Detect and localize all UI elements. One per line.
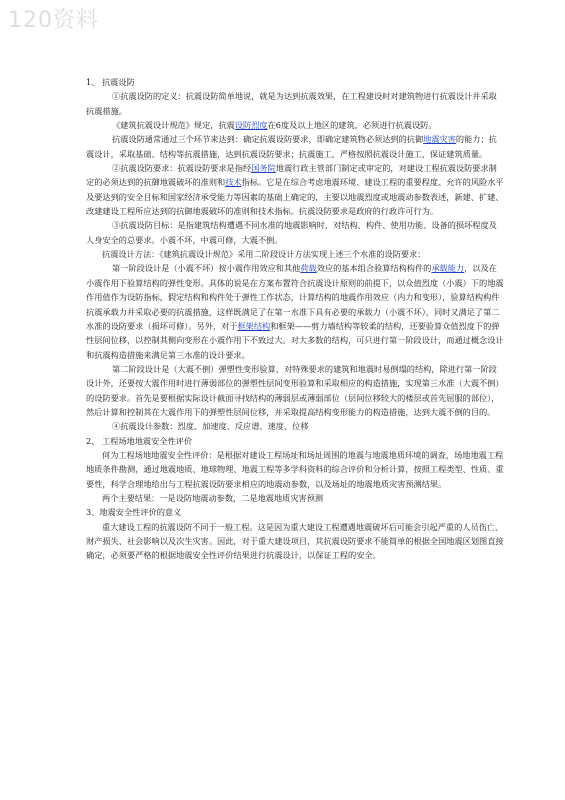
link-frame-structure[interactable]: 框架结构 (237, 320, 271, 331)
link-fortification-intensity[interactable]: 设防烈度 (234, 120, 268, 131)
paragraph: 抗震设计方法：《建筑抗震设计规范》采用二阶段设计方法实现上述三个水准的设防要求： (102, 249, 426, 260)
watermark: 120资料 (8, 8, 99, 33)
link-technology[interactable]: 技术 (225, 177, 242, 188)
document-body (86, 75, 504, 563)
paragraph: ③抗震设防目标：是指建筑结构遭遇不同水准的地震影响时，对结构、构件、使用功能、设备的损坏程度及人身安全的总要求。小震不坏，中震可修，大震不倒。 (86, 220, 497, 245)
link-bearing-capacity[interactable]: 承载能力 (431, 263, 465, 274)
paragraph: 何为工程场地地震安全性评价：是根据对建设工程场址和场址周围的地震与地震地质环境的调查，场地地震工程地质条件勘测，通过地震地质、地球物理、地震工程等多学科资料的综合评价和分析计算，按照工程类型、性质、重要性，科学合理地给出与工程抗震设防要求相应的地震动参数，以及场址的地震地质灾害预测结果。 (86, 449, 504, 489)
heading-site-safety-evaluation: 2、 工程场地地震安全性评价 (86, 435, 193, 446)
link-load[interactable]: 荷载 (300, 263, 317, 274)
paragraph: 两个主要结果：一是设防地震动参数，二是地震地质灾害预测 (102, 492, 324, 503)
paragraph: ①抗震设防的定义：抗震设防简单地说，就是为达到抗震效果，在工程建设时对建筑物进行抗震设计并采取抗震措施。 (86, 91, 497, 116)
paragraph: 重大建设工程的抗震设防不同于一般工程。这是因为重大建设工程遭遇地震破坏后可能会引起严重的人员伤亡、财产损失、社会影响以及次生灾害。因此，对于重大建设项目，其抗震设防要求不能简单的根据全国地震区划图直接确定，必须要严格的根据地震安全性评价结果进行抗震设计，以保证工程的安全。 (86, 521, 504, 561)
paragraph: 第二阶段设计是（大震不倒）弹塑性变形验算，对特殊要求的建筑和地震时易倒塌的结构，除进行第一阶段设计外，还要按大震作用时进行薄弱部位的弹塑性层间变形验算和采取相应的构造措施，实现第三水准（大震不倒）的设防要求。首先是要根据实际设计截面寻找结构的薄弱层或薄弱部位（层间位移较大的楼层或首先屈服的部位），然后计算和控制其在大震作用下的弹塑性层间位移，并采取提高结构变形能力的构造措施，达到大震不倒的目的。 (86, 363, 504, 417)
heading-seismic-fortification: 1、 抗震设防 (86, 77, 135, 87)
paragraph: ④抗震设计参数：烈度、加速度、反应谱、速度、位移 (112, 421, 309, 432)
heading-evaluation-significance: 3、地震安全性评价的意义 (86, 507, 182, 518)
paragraph: ②抗震设防要求：抗震设防要求是指经国务院地震行政主管部门制定或审定的，对建设工程抗震设防要求制定的必须达到的抗御地震破坏的准则和技术指标。它是在综合考虑地震环境、建设工程的重要程度、允许的风险水平及要达到的安全目标和国家经济承受能力等因素的基础上确定的，主要以地震烈度或地震动参数表述，新建、扩建、改建建设工程所应达到的抗御地震破坏的准则和技术指标。抗震设防要求是政府的行政许可行为。 (86, 163, 504, 217)
paragraph: 第一阶段设计是（小震不坏）按小震作用效应和其他荷载效应的基本组合验算结构构件的承载能力，以及在小震作用下验算结构的弹性变形。具体的说是在方案布置符合抗震设计原则的前提下，以众值烈度（小震）下的地震作用值作为设防指标，假定结构和构件处于弹性工作状态，计算结构的地震作用效应（内力和变形），验算结构构件抗震承载力并采取必要的抗震措施，这样既满足了在第一水准下具有必要的承载力（小震不坏），同时又满足了第二水准的设防要求（损坏可修）。另外，对于框架结构和框架——剪力墙结构等较柔的结构，还要验算众值烈度下的弹性层间位移，以控制其侧向变形在小震作用下不致过大。对大多数的结构，可只进行第一阶段设计，而通过概念设计和抗震构造措施来满足第三水准的设计要求。 (86, 263, 504, 360)
link-earthquake-disaster[interactable]: 地震灾害 (423, 134, 456, 145)
paragraph: 抗震设防通常通过三个环节来达到：确定抗震设防要求，即确定建筑物必须达到的抗御地震灾害的能力；抗震设计，采取基础、结构等抗震措施，达到抗震设防要求；抗震施工，严格按照抗震设计施工，保证建筑质量。 (86, 134, 497, 159)
link-state-council[interactable]: 国务院 (251, 163, 276, 174)
paragraph: 《建筑抗震设计规范》规定，抗震设防烈度在6度及以上地区的建筑，必须进行抗震设防。 (112, 120, 437, 131)
